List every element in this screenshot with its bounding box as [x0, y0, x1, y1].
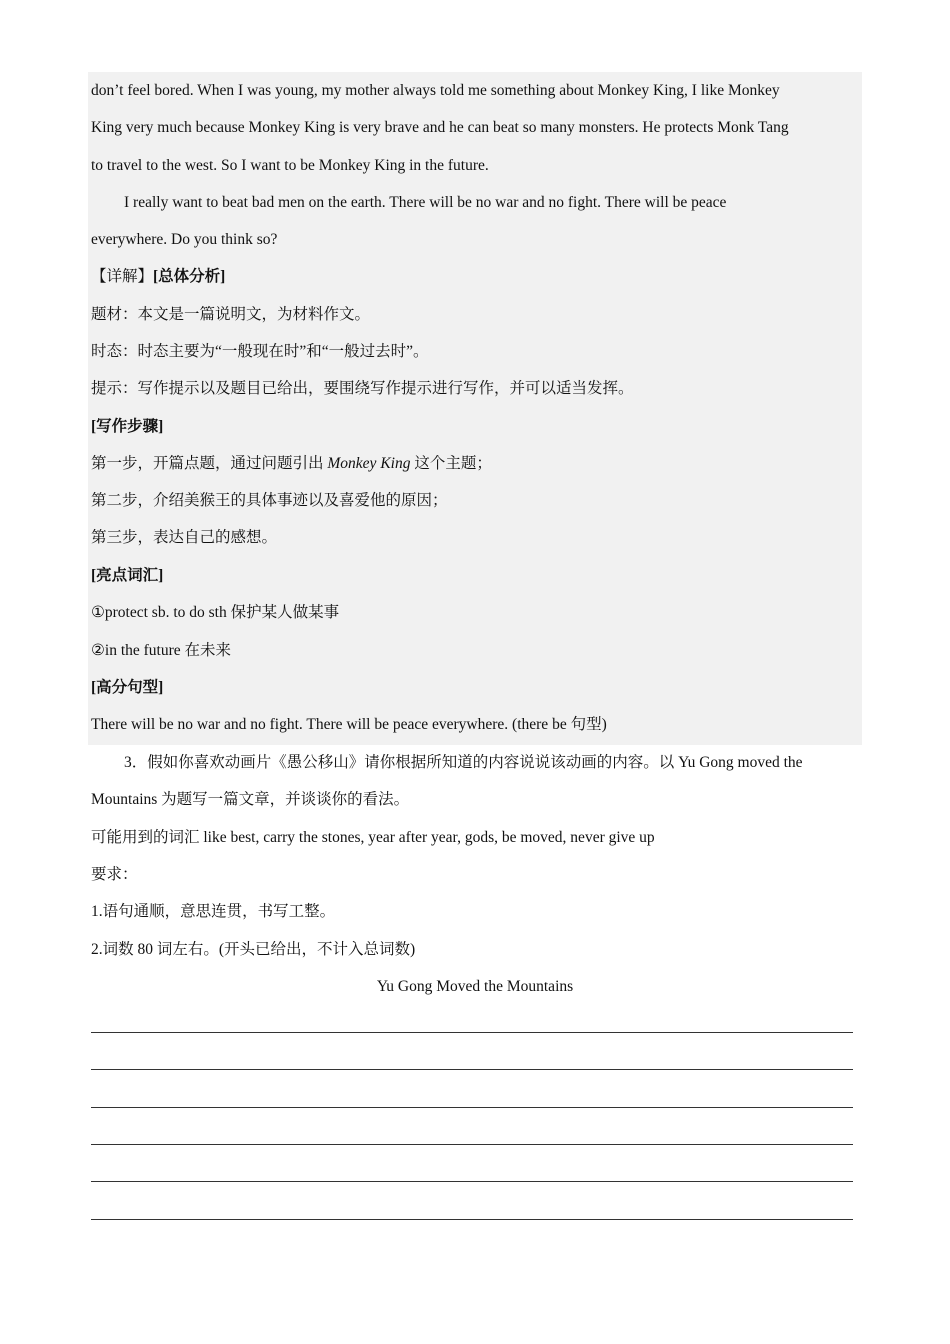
essay-title: Yu Gong Moved the Mountains: [376, 978, 574, 995]
step-1-topic: Monkey King: [327, 455, 411, 472]
step-1: [91, 454, 492, 474]
sentence-header: [高分句型]: [91, 679, 164, 696]
detail-bracket-label: 【详解】: [91, 268, 154, 285]
requirement-2: 2.词数 80 词左右。(开头已给出，不计入总词数): [91, 941, 416, 958]
requirements-label: 要求：: [91, 866, 138, 883]
essay-line-5: everywhere. Do you think so?: [91, 231, 278, 248]
question-3-vocab: 可能用到的词汇 like best, carry the stones, year after year, gods, be moved, never give up: [91, 829, 655, 846]
vocab-item-2: ②in the future 在未来: [91, 642, 232, 659]
question-3-line-1: 3．假如你喜欢动画片《愚公移山》请你根据所知道的内容说说该动画的内容。以 Yu Gong moved the: [124, 754, 803, 771]
essay-line-4: I really want to beat bad men on the earth. There will be no war and no fight. There will be peace: [124, 194, 727, 211]
hint-line: 提示：写作提示以及题目已给出，要围绕写作提示进行写作，并可以适当发挥。: [91, 380, 634, 397]
step-1-text: 第一步，开篇点题，通过问题引出: [91, 455, 328, 472]
topic-line: 题材：本文是一篇说明文，为材料作文。: [91, 306, 371, 323]
analysis-header: [91, 267, 225, 287]
writing-line[interactable]: [91, 1107, 853, 1108]
key-sentence: There will be no war and no fight. There will be peace everywhere. (there be 句型): [91, 716, 607, 733]
step-1-suffix: 这个主题；: [410, 455, 492, 472]
requirement-1: 1.语句通顺，意思连贯，书写工整。: [91, 903, 336, 920]
step-2: 第二步，介绍美猴王的具体事迹以及喜爱他的原因；: [91, 492, 448, 509]
overall-analysis-label: [总体分析]: [153, 268, 226, 285]
writing-line[interactable]: [91, 1032, 853, 1033]
essay-line-2: King very much because Monkey King is very brave and he can beat so many monsters. He protects Monk Tang: [91, 119, 789, 136]
question-3-line-2: Mountains 为题写一篇文章，并谈谈你的看法。: [91, 791, 410, 808]
vocab-header: [亮点词汇]: [91, 567, 164, 584]
writing-line[interactable]: [91, 1219, 853, 1220]
essay-line-3: to travel to the west. So I want to be Monkey King in the future.: [91, 157, 489, 174]
vocab-item-1: ①protect sb. to do sth 保护某人做某事: [91, 604, 340, 621]
writing-line[interactable]: [91, 1069, 853, 1070]
writing-line[interactable]: [91, 1144, 853, 1145]
writing-line[interactable]: [91, 1181, 853, 1182]
essay-line-1: don’t feel bored. When I was young, my mother always told me something about Monkey King, I like Monkey: [91, 82, 780, 99]
tense-line: 时态：时态主要为“一般现在时”和“一般过去时”。: [91, 343, 429, 360]
step-3: 第三步，表达自己的感想。: [91, 529, 278, 546]
writing-steps-header: [写作步骤]: [91, 418, 164, 435]
